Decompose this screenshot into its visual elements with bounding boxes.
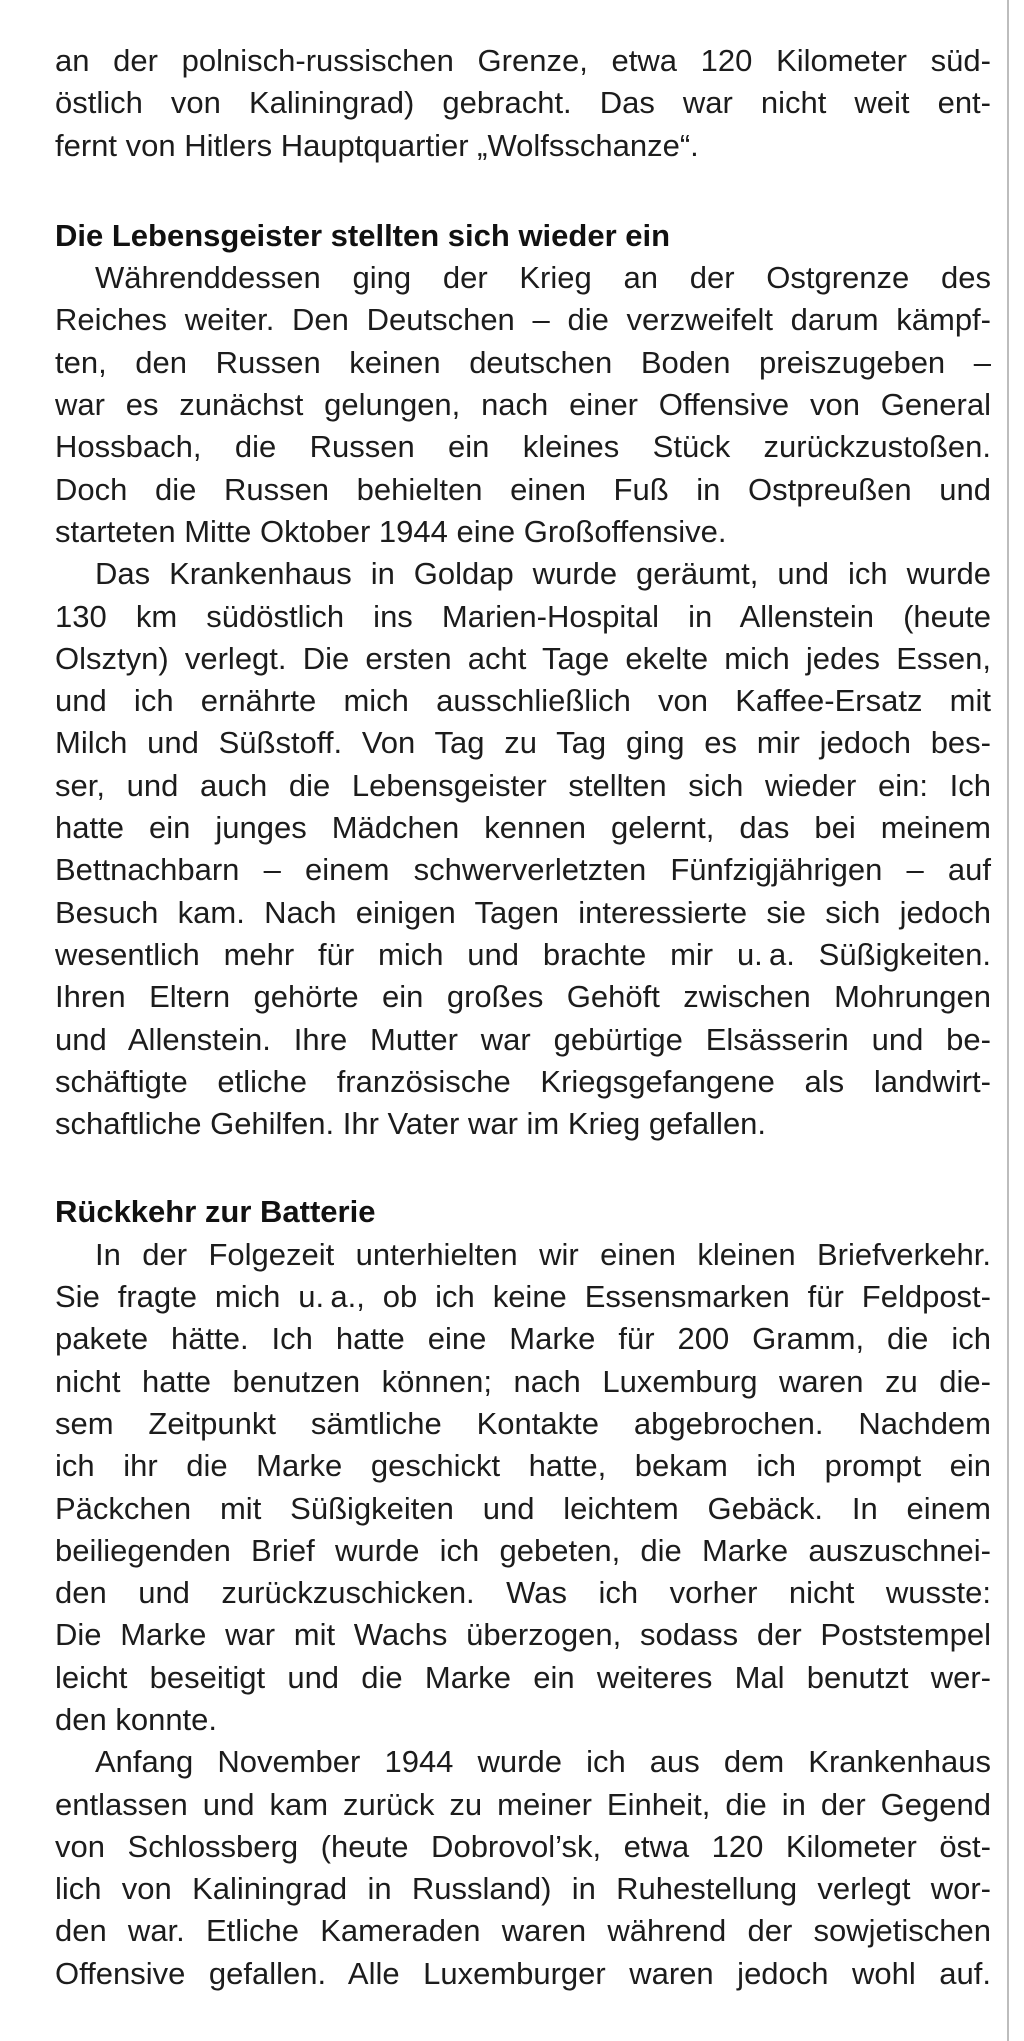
text-line: fernt von Hitlers Hauptquartier „Wolfsschanze“.: [55, 127, 699, 163]
text-line: Reiches weiter. Den Deutschen – die verzweifelt darum kämpf-: [55, 302, 991, 338]
text-line: ten, den Russen keinen deutschen Boden preiszugeben –: [55, 344, 991, 380]
section-heading-rueckkehr: Rückkehr zur Batterie: [55, 1194, 376, 1230]
text-line: lich von Kaliningrad in Russland) in Ruhestellung verlegt wor-: [55, 1871, 991, 1907]
text-line: den war. Etliche Kameraden waren während der sowjetischen: [55, 1913, 991, 1949]
text-line: an der polnisch-russischen Grenze, etwa 120 Kilometer süd-: [55, 43, 991, 78]
page-edge-line: [1007, 0, 1009, 2041]
text-line: von Schlossberg (heute Dobrovol’sk, etwa 120 Kilometer öst-: [55, 1828, 991, 1864]
text-line: beiliegenden Brief wurde ich gebeten, die Marke auszuschnei-: [55, 1532, 991, 1568]
text-line: schaftliche Gehilfen. Ihr Vater war im Krieg gefallen.: [55, 1106, 767, 1142]
text-line: entlassen und kam zurück zu meiner Einheit, die in der Gegend: [55, 1786, 991, 1822]
text-line: ser, und auch die Lebensgeister stellten sich wieder ein: Ich: [55, 767, 991, 803]
text-line: schäftigte etliche französische Kriegsgefangene als landwirt-: [55, 1063, 991, 1099]
section-gap: [55, 1145, 991, 1191]
text-line: Besuch kam. Nach einigen Tagen interessierte sie sich jedoch: [55, 894, 991, 930]
text-line: sem Zeitpunkt sämtliche Kontakte abgebrochen. Nachdem: [55, 1405, 991, 1441]
text-line: nicht hatte benutzen können; nach Luxemburg waren zu die-: [55, 1363, 991, 1399]
text-line: Sie fragte mich u. a., ob ich keine Essensmarken für Feldpost-: [55, 1279, 991, 1315]
section-gap: [55, 167, 991, 215]
text-line: war es zunächst gelungen, nach einer Offensive von General: [55, 387, 991, 423]
text-line: Bettnachbarn – einem schwerverletzten Fünfzigjährigen – auf: [55, 852, 991, 888]
section-heading-lebensgeister: Die Lebensgeister stellten sich wieder ein: [55, 217, 671, 253]
text-line: östlich von Kaliningrad) gebracht. Das war nicht weit ent-: [55, 85, 991, 121]
text-line: den und zurückzuschicken. Was ich vorher nicht wusste:: [55, 1575, 991, 1611]
text-line: Die Marke war mit Wachs überzogen, sodass der Poststempel: [55, 1617, 991, 1653]
text-line: pakete hätte. Ich hatte eine Marke für 200 Gramm, die ich: [55, 1321, 991, 1357]
text-line: Das Krankenhaus in Goldap wurde geräumt, und ich wurde: [95, 556, 991, 592]
text-line: 130 km südöstlich ins Marien-Hospital in Allenstein (heute: [55, 598, 991, 634]
text-line: Olsztyn) verlegt. Die ersten acht Tage ekelte mich jedes Essen,: [55, 640, 991, 676]
text-line: starteten Mitte Oktober 1944 eine Großoffensive.: [55, 513, 727, 549]
text-line: Doch die Russen behielten einen Fuß in Ostpreußen und: [55, 471, 991, 507]
text-line: Anfang November 1944 wurde ich aus dem Krankenhaus: [95, 1744, 991, 1780]
text-line: ich ihr die Marke geschickt hatte, bekam ich prompt ein: [55, 1448, 991, 1484]
text-line: Währenddessen ging der Krieg an der Ostgrenze des: [95, 260, 991, 296]
text-line: und Allenstein. Ihre Mutter war gebürtige Elsässerin und be-: [55, 1021, 991, 1057]
text-line: In der Folgezeit unterhielten wir einen kleinen Briefverkehr.: [95, 1236, 991, 1272]
text-line: und ich ernährte mich ausschließlich von Kaffee-Ersatz mit: [55, 683, 991, 719]
text-line: hatte ein junges Mädchen kennen gelernt, das bei meinem: [55, 810, 991, 846]
text-line: Päckchen mit Süßigkeiten und leichtem Gebäck. In einem: [55, 1490, 991, 1526]
text-line: Milch und Süßstoff. Von Tag zu Tag ging es mir jedoch bes-: [55, 725, 991, 761]
text-line: Hossbach, die Russen ein kleines Stück zurückzustoßen.: [55, 429, 991, 465]
text-line: wesentlich mehr für mich und brachte mir u. a. Süßigkeiten.: [55, 936, 991, 972]
page-body: [55, 40, 991, 1995]
text-line: Ihren Eltern gehörte ein großes Gehöft zwischen Mohrungen: [55, 979, 991, 1015]
text-line: den konnte.: [55, 1701, 218, 1737]
text-line: Offensive gefallen. Alle Luxemburger waren jedoch wohl auf.: [55, 1955, 991, 1991]
text-line: leicht beseitigt und die Marke ein weiteres Mal benutzt wer-: [55, 1659, 991, 1695]
